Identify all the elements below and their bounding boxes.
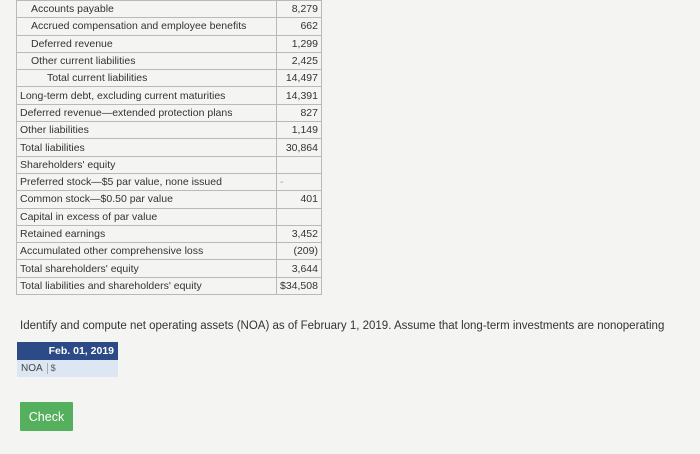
- row-value: 1,299: [277, 35, 322, 52]
- row-value: 3,452: [277, 225, 322, 242]
- row-value: 14,497: [277, 70, 322, 87]
- table-row: [17, 18, 322, 35]
- table-row: [17, 156, 322, 173]
- row-value: [277, 208, 322, 225]
- row-label: Retained earnings: [17, 225, 277, 242]
- row-value: 401: [277, 191, 322, 208]
- table-row: [17, 139, 322, 156]
- question-text: Identify and compute net operating assets (NOA) as of February 1, 2019. Assume that long-term investments are nonoperating: [20, 320, 665, 332]
- row-value: $34,508: [277, 277, 322, 294]
- row-value: 2,425: [277, 52, 322, 69]
- noa-currency: $: [50, 363, 56, 373]
- table-row: [17, 122, 322, 139]
- row-label: Shareholders' equity: [17, 156, 277, 173]
- row-label: Accrued compensation and employee benefits: [17, 18, 277, 35]
- row-label: Common stock—$0.50 par value: [17, 191, 277, 208]
- row-label: Total shareholders' equity: [17, 260, 277, 277]
- row-label: Total current liabilities: [17, 70, 277, 87]
- row-label: Other current liabilities: [17, 52, 277, 69]
- noa-row: [17, 360, 118, 377]
- row-value: 30,864: [277, 139, 322, 156]
- row-label: Total liabilities: [17, 139, 277, 156]
- row-label: Total liabilities and shareholders' equity: [17, 277, 277, 294]
- table-row: [17, 191, 322, 208]
- row-value: 1,149: [277, 122, 322, 139]
- check-button[interactable]: Check: [20, 402, 73, 431]
- table-row: [17, 260, 322, 277]
- table-row: [17, 225, 322, 242]
- table-row: [17, 104, 322, 121]
- row-value: -: [277, 173, 322, 190]
- noa-date-header: Feb. 01, 2019: [17, 342, 118, 360]
- row-label: Long-term debt, excluding current maturities: [17, 87, 277, 104]
- row-label: Capital in excess of par value: [17, 208, 277, 225]
- row-label: Accounts payable: [17, 1, 277, 18]
- row-value: 14,391: [277, 87, 322, 104]
- table-row: [17, 70, 322, 87]
- table-row: [17, 87, 322, 104]
- row-value: [277, 156, 322, 173]
- noa-input-table: [17, 342, 118, 377]
- table-row: [17, 35, 322, 52]
- row-value: 827: [277, 104, 322, 121]
- table-row: [17, 208, 322, 225]
- noa-row-label: NOA: [17, 363, 48, 374]
- table-row: [17, 173, 322, 190]
- row-value: 662: [277, 18, 322, 35]
- table-row: [17, 277, 322, 294]
- row-value: (209): [277, 243, 322, 260]
- table-row: [17, 1, 322, 18]
- row-label: Deferred revenue—extended protection plans: [17, 104, 277, 121]
- row-value: 8,279: [277, 1, 322, 18]
- row-value: 3,644: [277, 260, 322, 277]
- row-label: Deferred revenue: [17, 35, 277, 52]
- table-row: [17, 52, 322, 69]
- row-label: Other liabilities: [17, 122, 277, 139]
- row-label: Accumulated other comprehensive loss: [17, 243, 277, 260]
- balance-sheet-table: [16, 0, 322, 295]
- row-label: Preferred stock—$5 par value, none issued: [17, 173, 277, 190]
- table-row: [17, 243, 322, 260]
